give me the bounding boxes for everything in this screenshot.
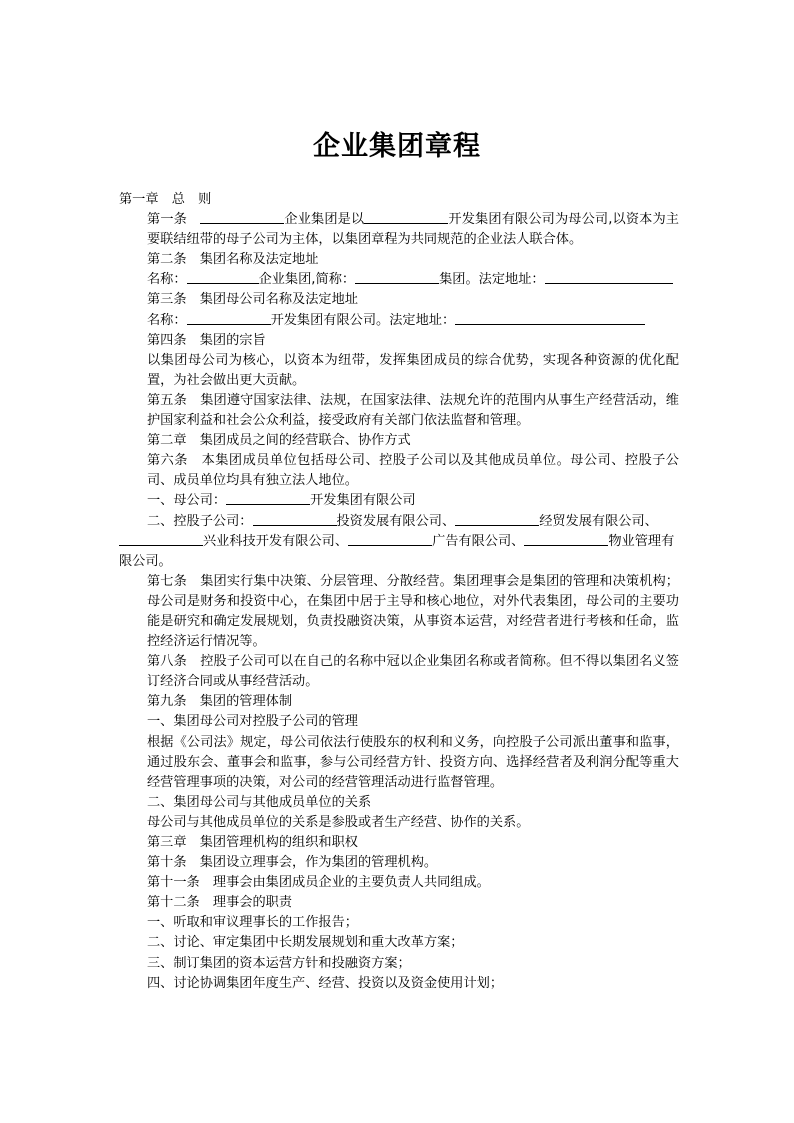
article-5: 第五条 集团遵守国家法律、法规，在国家法律、法规允许的范围内从事生产经营活动，维护国家利益和社会公众利益，接受政府有关部门依法监督和管理。 [147,392,679,429]
article-9-item-1: 一、集团母公司对控股子公司的管理 [147,714,358,730]
fill-blank [200,211,284,224]
fill-blank [364,211,448,224]
fill-blank [455,312,645,325]
article-12-item-2: 二、讨论、审定集团中长期发展规划和重大改革方案； [147,935,464,951]
article-7: 第七条 集团实行集中决策、分层管理、分散经营。集团理事会是集团的管理和决策机构；母公司是财务和投资中心，在集团中居于主导和核心地位，对外代表集团，母公司的主要功能是研究和确定发展规划，负责投融资决策，从事资本运营，对经营者进行考核和任命，监控经济运行情况等。 [147,573,679,650]
article-6-item-2-end: 限公司。 [119,553,172,569]
fill-blank [348,533,432,546]
article-6-item-2-cont: 兴业科技开发有限公司、 广告有限公司、 物业管理有 [119,532,679,552]
chapter-2-heading: 第二章 集团成员之间的经营联合、协作方式 [147,433,411,449]
article-4-text: 以集团母公司为核心，以资本为纽带，发挥集团成员的综合优势，实现各种资源的优化配置，为社会做出更大贡献。 [147,352,679,388]
fill-blank [187,271,259,284]
article-12-item-4: 四、讨论协调集团年度生产、经营、投资以及资金使用计划； [147,975,504,991]
article-9-item-2: 二、集团母公司与其他成员单位的关系 [147,794,372,810]
fill-blank [253,513,337,526]
article-8: 第八条 控股子公司可以在自己的名称中冠以企业集团名称或者简称。但不得以集团名义签订经济合同或从事经营活动。 [147,654,679,690]
article-2-name-line: 名称： 企业集团,简称： 集团。法定地址： [119,270,679,290]
fill-blank [355,271,439,284]
chapter-1-heading: 第一章 总 则 [119,192,212,207]
article-9-item-2-text: 母公司与其他成员单位的关系是参股或者生产经营、协作的关系。 [147,814,530,830]
article-3-heading: 第三条 集团母公司名称及法定地址 [147,292,358,308]
fill-blank [455,513,539,526]
article-3-name-line: 名称： 开发集团有限公司。法定地址： [119,311,679,331]
chapter-3-heading: 第三章 集团管理机构的组织和职权 [147,835,358,850]
article-12-heading: 第十二条 理事会的职责 [147,895,293,911]
fill-blank [524,533,608,546]
article-6-item-2: 二、控股子公司： 投资发展有限公司、 经贸发展有限公司、 [147,513,658,529]
article-9-heading: 第九条 集团的管理体制 [147,694,293,710]
article-12-item-3: 三、制订集团的资本运营方针和投融资方案； [147,955,411,971]
fill-blank [226,492,310,505]
article-1: 第一条 企业集团是以 开发集团有限公司为母公司,以资本为主要联结纽带的母子公司为主体，以集团章程为共同规范的企业法人联合体。 [147,212,679,248]
article-11: 第十一条 理事会由集团成员企业的主要负责人共同组成。 [147,875,490,891]
document-title: 企业集团章程 [313,131,481,162]
article-2-heading: 第二条 集团名称及法定地址 [147,252,319,268]
fill-blank [187,312,271,325]
article-6: 第六条 本集团成员单位包括母公司、控股子公司以及其他成员单位。母公司、控股子公司、成员单位均具有独立法人地位。 [147,453,679,489]
document-body [119,190,679,994]
fill-blank [545,271,673,284]
article-12-item-1: 一、听取和审议理事长的工作报告； [147,915,358,931]
fill-blank [119,533,203,546]
article-10: 第十条 集团设立理事会，作为集团的管理机构。 [147,855,438,871]
article-4-heading: 第四条 集团的宗旨 [147,332,266,348]
article-9-item-1-text: 根据《公司法》规定，母公司依法行使股东的权利和义务，向控股子公司派出董事和监事，通过股东会、董事会和监事，参与公司经营方针、投资方向、选择经营者及利润分配等重大经营管理事项的决策，对公司的经营管理活动进行监督管理。 [147,734,679,790]
article-6-item-1: 一、母公司： 开发集团有限公司 [147,493,416,509]
